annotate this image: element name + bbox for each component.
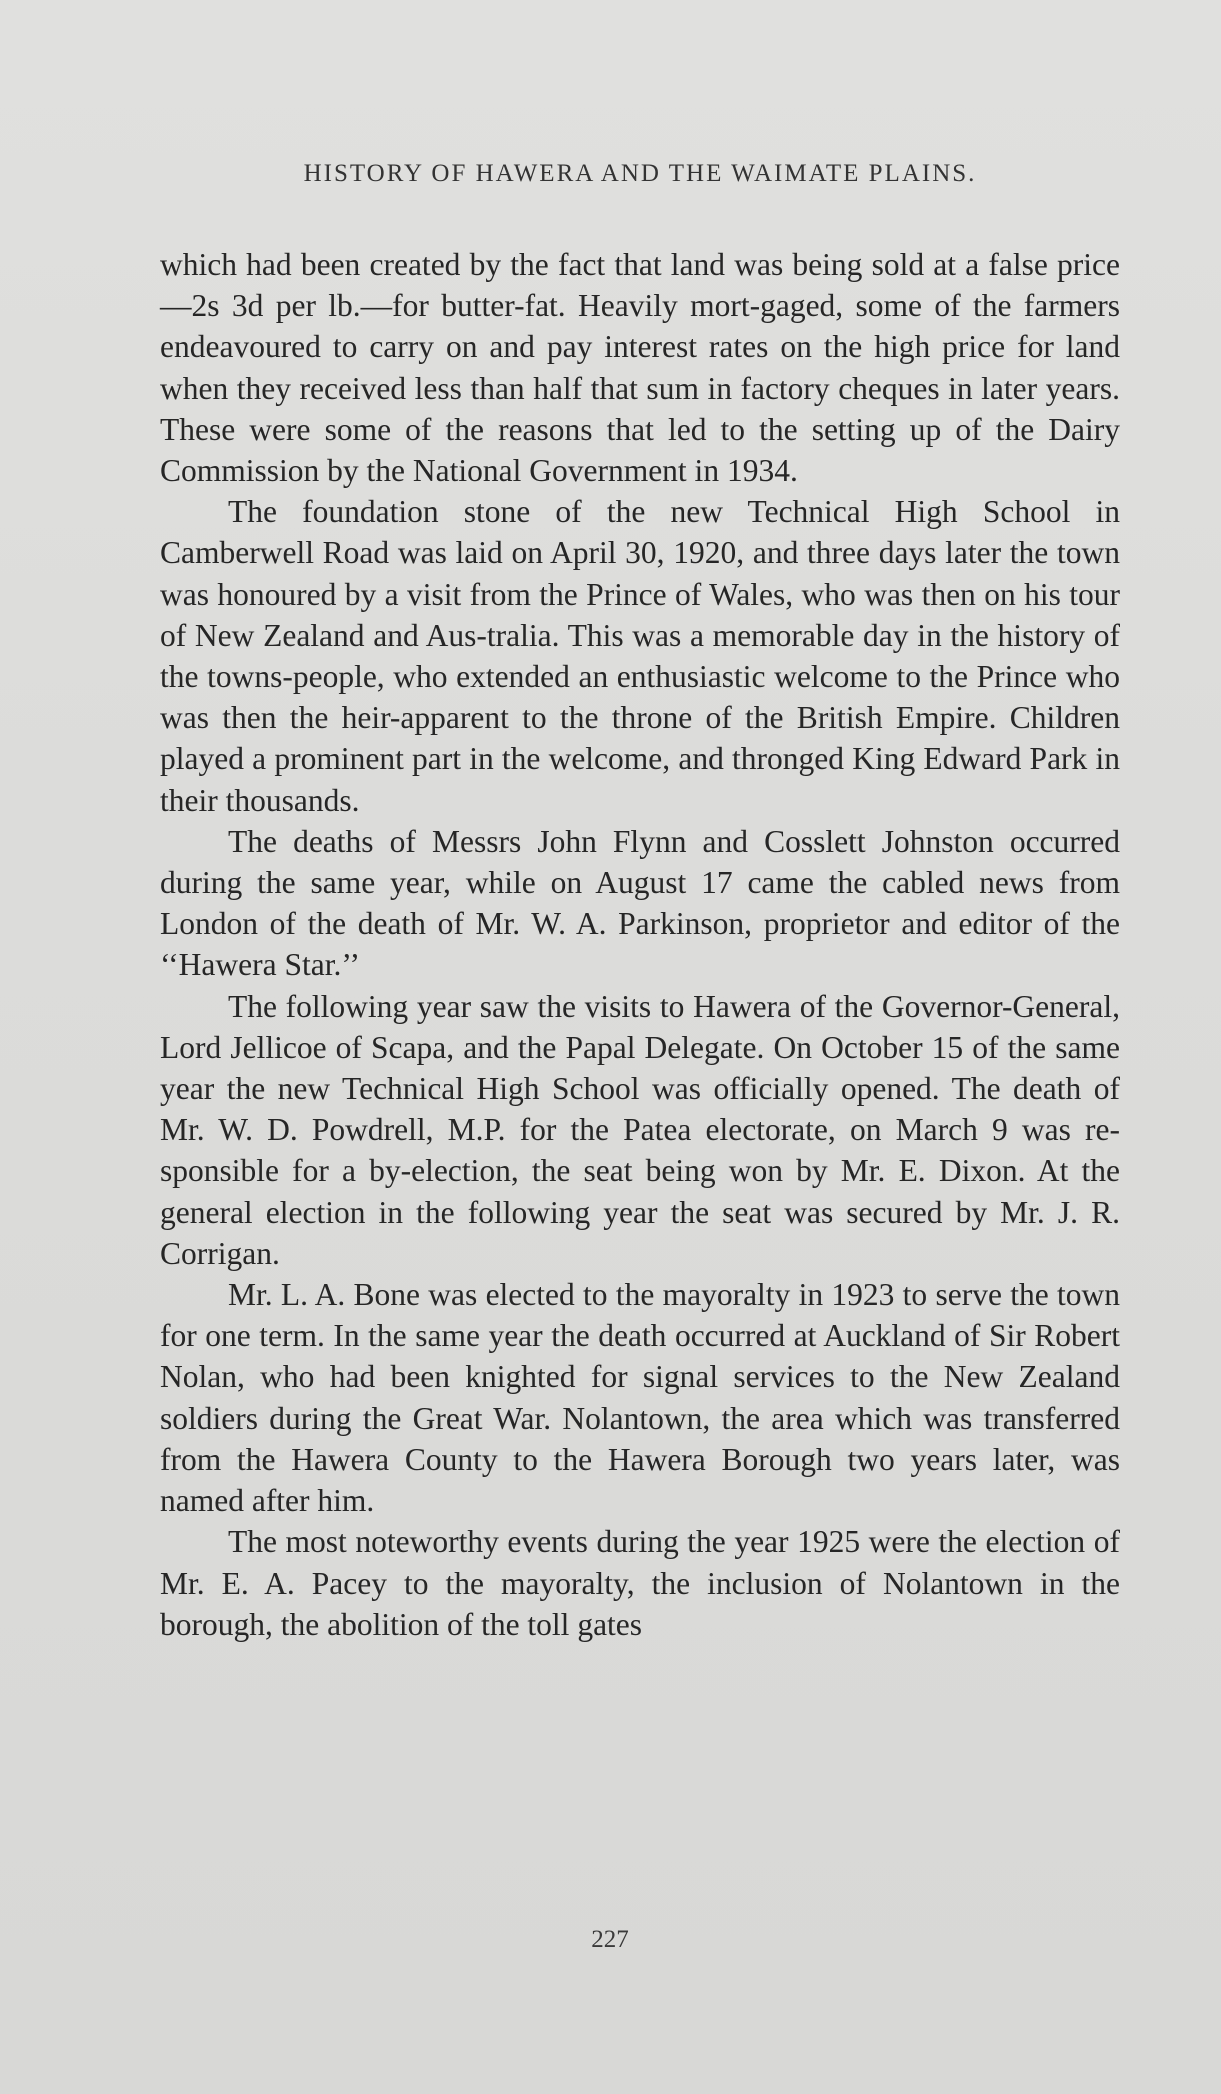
paragraph-deaths: The deaths of Messrs John Flynn and Cosslett Johnston occurred during the same year, while on August 17 came the cabled news from London of the death of Mr. W. A. Parkinson, proprietor and editor of the ‘‘Hawera Star.’’: [160, 823, 1120, 983]
page-number: 227: [591, 1926, 629, 1953]
paragraph-technical-school: The foundation stone of the new Technical High School in Camberwell Road was laid on April 30, 1920, and three days later the town was honoured by a visit from the Prince of Wales, who was then on his tour of New Zealand and Aus-tralia. This was a memorable day in the history of the towns-people, who extended an enthusiastic welcome to the Prince who was then the heir-apparent to the throne of the British Empire. Children played a prominent part in the welcome, and thronged King Edward Park in their thousands.: [160, 494, 1120, 818]
body-text: [160, 244, 1120, 1645]
paragraph-continued: which had been created by the fact that land was being sold at a false price—2s 3d per lb.—for butter-fat. Heavily mort-gaged, some of the farmers endeavoured to carry on and pay interest rates on the high price for land when they received less than half that sum in factory cheques in later years. These were some of the reasons that led to the setting up of the Dairy Commission by the National Government in 1934.: [160, 247, 1120, 489]
paragraph-events-1925: The most noteworthy events during the year 1925 were the election of Mr. E. A. Pacey to the mayoralty, the inclusion of Nolantown in the borough, the abolition of the toll gates: [160, 1524, 1120, 1642]
running-head: HISTORY OF HAWERA AND THE WAIMATE PLAINS.: [303, 160, 977, 187]
paragraph-following-year: The following year saw the visits to Hawera of the Governor-General, Lord Jellicoe of Scapa, and the Papal Delegate. On October 15 of the same year the new Technical High School was officially opened. The death of Mr. W. D. Powdrell, M.P. for the Patea electorate, on March 9 was re-sponsible for a by-election, the seat being won by Mr. E. Dixon. At the general election in the following year the seat was secured by Mr. J. R. Corrigan.: [160, 988, 1120, 1271]
paragraph-mayoralty-1923: Mr. L. A. Bone was elected to the mayoralty in 1923 to serve the town for one term. In the same year the death occurred at Auckland of Sir Robert Nolan, who had been knighted for signal services to the New Zealand soldiers during the Great War. Nolantown, the area which was transferred from the Hawera County to the Hawera Borough two years later, was named after him.: [160, 1277, 1120, 1519]
